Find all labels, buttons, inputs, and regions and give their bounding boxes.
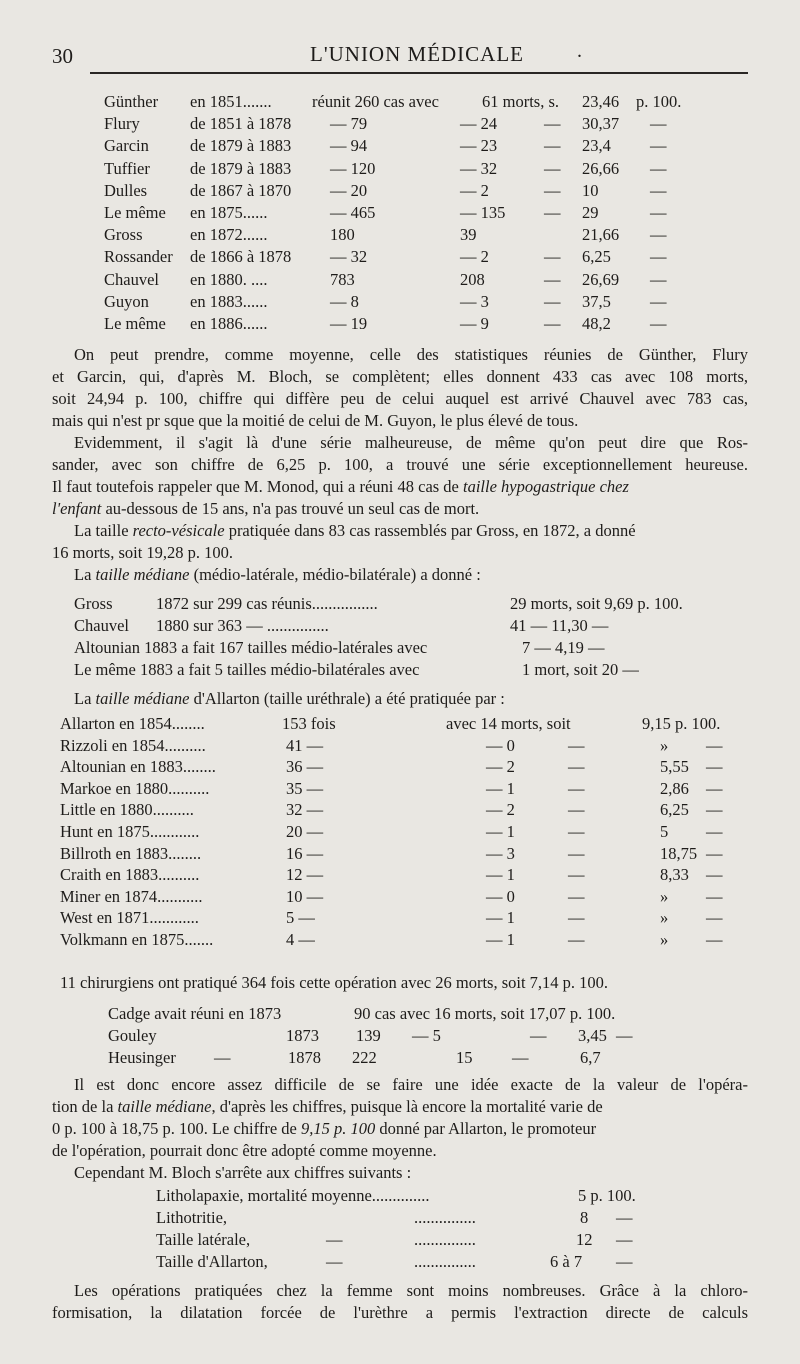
stat-dash: — <box>544 158 561 178</box>
stat-percent: 37,5 <box>582 291 611 311</box>
paragraph-line: 11 chirurgiens ont pratiqué 364 fois cette opération avec 26 morts, soit 7,14 p. 100. <box>60 973 609 992</box>
stat-deaths: — 1 <box>486 930 515 949</box>
table-row: Litholapaxie, mortalité moyenne.............. <box>156 1186 430 1205</box>
stat-cases: 783 <box>330 269 355 289</box>
stat-author: Guyon <box>104 291 149 311</box>
table-cell: 6 à 7 <box>550 1252 583 1271</box>
paragraph-line <box>52 476 629 497</box>
stat-author: West en 1871............ <box>60 908 199 928</box>
stat-cases: — 465 <box>330 203 376 222</box>
stat-period: en 1880. .... <box>190 269 268 289</box>
table-cell: ............... <box>414 1208 476 1227</box>
stat-percent: » <box>660 886 669 906</box>
stat-dash: — <box>544 203 561 222</box>
stat-percent: 6,25 <box>660 800 689 820</box>
stat-period: en 1875...... <box>190 203 268 222</box>
stat-dash: — <box>568 822 585 841</box>
stat-author: Billroth en 1883........ <box>60 843 202 863</box>
stat-cases: réunit 260 cas avec <box>312 92 439 111</box>
table-row: Le même 1883 a fait 5 tailles médio-bilatérales avec <box>74 660 420 679</box>
stat-deaths: 39 <box>460 225 477 245</box>
stat-dash: — <box>568 757 585 777</box>
italic-term: 9,15 p. 100 <box>300 1119 376 1138</box>
paragraph-line <box>52 1096 603 1117</box>
table-cell: 41 — 11,30 — <box>510 616 609 635</box>
text-run: 0 p. 100 à 18,75 p. 100. Le chiffre de <box>52 1119 297 1138</box>
table-cell: 1878 <box>288 1048 321 1067</box>
header-mark: . <box>577 40 582 62</box>
table-cell: ............... <box>414 1230 476 1249</box>
stat-deaths: — 3 <box>486 843 515 863</box>
stat-author: Altounian en 1883........ <box>60 757 216 777</box>
table-cell: — <box>616 1230 633 1249</box>
paragraph-line: mais qui n'est pr sque que la moitié de celui de M. Guyon, le plus élevé de tous. <box>52 411 579 430</box>
stat-dash: — <box>568 930 585 949</box>
paragraph-line: 16 morts, soit 19,28 p. 100. <box>52 543 234 562</box>
table-row: Heusinger <box>108 1048 176 1067</box>
stat-percent: 23,4 <box>582 136 611 156</box>
stat-author: Markoe en 1880.......... <box>60 778 210 798</box>
table-row: Cadge avait réuni en 1873 <box>108 1004 282 1023</box>
stat-unit: — <box>650 114 667 134</box>
stat-author: Rossander <box>104 247 173 267</box>
table-cell: — <box>616 1208 633 1227</box>
stat-percent: » <box>660 735 669 755</box>
text-run: pratiquée dans 83 cas rassemblés par Gross, en 1872, a donné <box>228 521 636 540</box>
stat-author: Volkmann en 1875....... <box>60 930 214 949</box>
stat-unit: — <box>706 908 723 928</box>
table-cell: 29 morts, soit 9,69 p. 100. <box>510 594 683 613</box>
header-rule <box>90 72 748 74</box>
stat-percent: 29 <box>582 203 599 222</box>
stat-unit: — <box>650 136 667 156</box>
stat-dash: — <box>544 114 561 134</box>
stat-percent: 48,2 <box>582 314 611 333</box>
page-number: 30 <box>52 44 73 68</box>
stat-author: Günther <box>104 92 159 111</box>
table-cell: 5 p. 100. <box>578 1186 636 1205</box>
stat-percent: 5,55 <box>660 757 689 777</box>
stat-percent: 26,69 <box>582 269 620 289</box>
stat-cases: 36 — <box>286 757 324 777</box>
paragraph-line: formisation, la dilatation forcée de l'urèthre a permis l'extraction directe de calculs <box>52 1303 748 1322</box>
italic-term: l'enfant <box>52 499 102 518</box>
text-run: Il faut toutefois rappeler que M. Monod, qui a réuni 48 cas de <box>52 477 459 496</box>
stat-unit: — <box>706 822 723 841</box>
text-run: , d'après les chiffres, puisque là encore la mortalité varie de <box>211 1097 603 1116</box>
stat-unit: — <box>650 291 667 311</box>
stat-dash: — <box>544 247 561 267</box>
stat-deaths: — 2 <box>486 800 515 820</box>
stat-author: Dulles <box>104 180 148 200</box>
text-run: La <box>74 565 92 584</box>
stat-cases: 10 — <box>286 886 324 906</box>
table-cell: 139 <box>356 1026 381 1045</box>
stat-deaths: — 1 <box>486 822 515 841</box>
stat-deaths: — 0 <box>486 886 515 906</box>
stat-percent: 18,75 <box>660 843 698 863</box>
stat-unit: — <box>706 735 723 755</box>
table-cell: 1873 <box>286 1026 319 1045</box>
stat-unit: — <box>650 247 667 267</box>
stat-cases: 35 — <box>286 778 324 798</box>
stat-percent: 6,25 <box>582 247 611 267</box>
stat-unit: — <box>706 778 723 798</box>
table-cell: — 5 <box>412 1026 441 1045</box>
text-run: La <box>74 689 92 708</box>
italic-term: taille médiane <box>95 689 190 708</box>
stat-cases: 4 — <box>286 930 315 949</box>
table-row: Chauvel <box>74 616 129 635</box>
stat-author: Tuffier <box>104 158 150 178</box>
stat-unit: p. 100. <box>636 92 682 111</box>
stat-percent: 9,15 p. 100. <box>642 714 721 733</box>
stat-unit: — <box>650 225 667 245</box>
italic-term: recto-vésicale <box>132 521 225 540</box>
stat-deaths: — 2 <box>460 247 489 267</box>
stat-cases: 20 — <box>286 822 324 841</box>
table-row: Gouley <box>108 1026 157 1045</box>
stat-cases: — 32 <box>330 247 368 267</box>
stat-percent: 8,33 <box>660 865 689 885</box>
stat-dash: — <box>568 800 585 820</box>
stat-deaths: avec 14 morts, soit <box>446 714 571 733</box>
table-cell: 1872 sur 299 cas réunis................ <box>156 594 378 613</box>
paragraph-line: et Garcin, qui, d'après M. Bloch, se complètent; elles donnent 433 cas avec 108 morts, <box>52 367 748 386</box>
table-cell: 90 cas avec 16 morts, soit 17,07 p. 100. <box>354 1004 616 1023</box>
paragraph-line: On peut prendre, comme moyenne, celle des statistiques réunies de Günther, Flury <box>74 345 748 364</box>
stat-cases: 16 — <box>286 843 324 863</box>
table-cell: 222 <box>352 1048 377 1067</box>
stat-unit: — <box>650 314 667 333</box>
stat-unit: — <box>650 203 667 222</box>
table-cell: 3,45 <box>578 1026 607 1045</box>
stat-author: Le même <box>104 203 166 222</box>
stat-deaths: — 32 <box>460 158 498 178</box>
stat-unit: — <box>706 930 723 949</box>
stat-cases: 41 — <box>286 735 324 755</box>
paragraph-line: soit 24,94 p. 100, chiffre qui diffère peu de celui auquel est arrivé Chauvel avec 783 cas, <box>52 389 748 408</box>
stat-cases: 5 — <box>286 908 315 928</box>
stat-deaths: — 1 <box>486 778 515 798</box>
stat-percent: 10 <box>582 180 599 200</box>
stat-author: Hunt en 1875............ <box>60 822 200 841</box>
italic-term: taille médiane <box>95 565 190 584</box>
text-run: d'Allarton (taille uréthrale) a été pratiquée par : <box>193 689 505 708</box>
paragraph-line <box>52 1118 596 1139</box>
stat-unit: — <box>650 180 667 200</box>
table-row: Taille latérale, <box>156 1230 251 1249</box>
stat-cases: — 94 <box>330 136 368 156</box>
table-cell: — <box>326 1252 343 1271</box>
table-row: Lithotritie, <box>156 1208 228 1227</box>
stat-author: Garcin <box>104 136 149 156</box>
stat-deaths: — 1 <box>486 908 515 928</box>
stat-percent: 30,37 <box>582 114 620 134</box>
stat-dash: — <box>544 314 561 333</box>
text-run: tion de la <box>52 1097 114 1116</box>
paragraph-line <box>52 498 479 519</box>
stat-period: de 1867 à 1870 <box>190 180 292 200</box>
paragraph-line <box>74 688 505 709</box>
paragraph-line: de l'opération, pourrait donc être adopté comme moyenne. <box>52 1141 437 1160</box>
stat-dash: — <box>544 291 561 311</box>
stat-percent: » <box>660 908 669 928</box>
stat-percent: » <box>660 930 669 949</box>
stat-cases: — 8 <box>330 291 359 311</box>
stat-deaths: — 2 <box>460 180 489 200</box>
stat-cases: 180 <box>330 225 355 245</box>
table-cell: 15 <box>456 1048 473 1067</box>
table-cell: — <box>616 1252 633 1271</box>
paragraph-line <box>74 520 636 541</box>
stat-cases: — 19 <box>330 314 368 333</box>
table-cell: 6,7 <box>580 1048 601 1067</box>
table-cell: — <box>616 1026 633 1045</box>
stat-unit: — <box>706 800 723 820</box>
stat-deaths: — 3 <box>460 291 489 311</box>
stat-unit: — <box>650 269 667 289</box>
table-cell: ............... <box>414 1252 476 1271</box>
stat-cases: 12 — <box>286 865 324 885</box>
table-row: Taille d'Allarton, <box>156 1252 268 1271</box>
running-title: L'UNION MÉDICALE <box>310 42 525 66</box>
stat-author: Miner en 1874........... <box>60 886 203 906</box>
stat-period: en 1886...... <box>190 314 268 333</box>
stat-author: Rizzoli en 1854.......... <box>60 735 206 755</box>
paragraph-line: Evidemment, il s'agit là d'une série malheureuse, de même qu'on peut dire que Ros- <box>74 433 748 452</box>
stat-deaths: — 0 <box>486 735 515 755</box>
stat-author: Gross <box>104 225 143 245</box>
stat-author: Chauvel <box>104 269 159 289</box>
stat-deaths: — 135 <box>460 203 506 222</box>
stat-period: de 1866 à 1878 <box>190 247 292 267</box>
stat-deaths: 208 <box>460 269 485 289</box>
stat-dash: — <box>568 886 585 906</box>
table-cell: 1 mort, soit 20 — <box>522 660 639 679</box>
stat-dash: — <box>544 180 561 200</box>
table-cell: 7 — 4,19 — <box>522 638 605 657</box>
stat-unit: — <box>706 865 723 885</box>
text-run: au-dessous de 15 ans, n'a pas trouvé un seul cas de mort. <box>105 499 480 518</box>
stat-dash: — <box>568 735 585 755</box>
stat-period: de 1879 à 1883 <box>190 136 292 156</box>
stat-cases: 32 — <box>286 800 324 820</box>
stat-author: Allarton en 1854........ <box>60 714 205 733</box>
italic-term: taille hypogastrique chez <box>463 477 629 496</box>
stat-unit: — <box>706 886 723 906</box>
stat-dash: — <box>568 908 585 928</box>
table-row <box>104 92 158 112</box>
stat-cases: 153 fois <box>282 714 336 733</box>
stat-period: en 1872...... <box>190 225 268 245</box>
paragraph-line: Il est donc encore assez difficile de se faire une idée exacte de la valeur de l'opéra- <box>74 1075 748 1094</box>
stat-percent: 21,66 <box>582 225 620 245</box>
table-cell: 12 <box>576 1230 593 1249</box>
stat-unit: — <box>706 843 723 863</box>
stat-deaths: — 2 <box>486 757 515 777</box>
table-cell: — <box>326 1230 343 1249</box>
paragraph-line <box>74 564 481 585</box>
stat-dash: — <box>544 269 561 289</box>
stat-unit: — <box>650 158 667 178</box>
text-run: (médio-latérale, médio-bilatérale) a donné : <box>193 565 481 584</box>
stat-deaths: — 23 <box>460 136 498 156</box>
stat-unit: — <box>706 757 723 777</box>
stat-percent: 26,66 <box>582 158 620 178</box>
stat-period: en 1883...... <box>190 291 268 311</box>
stat-deaths: — 9 <box>460 314 489 333</box>
stat-author: Little en 1880.......... <box>60 800 194 820</box>
table-row: Gross <box>74 594 113 613</box>
table-cell: — <box>512 1048 529 1067</box>
stat-percent: 23,46 <box>582 92 620 111</box>
stat-dash: — <box>568 865 585 885</box>
stat-deaths: — 24 <box>460 114 498 134</box>
text-run: donné par Allarton, le promoteur <box>379 1119 597 1138</box>
stat-percent: 5 <box>660 822 669 841</box>
table-cell: — <box>214 1048 231 1067</box>
table-row: Altounian 1883 a fait 167 tailles médio-latérales avec <box>74 638 428 657</box>
table-cell: — <box>530 1026 547 1045</box>
stat-period: de 1851 à 1878 <box>190 114 292 134</box>
paragraph-line: Les opérations pratiquées chez la femme sont moins nombreuses. Grâce à la chloro- <box>74 1281 748 1300</box>
stat-cases: — 20 <box>330 180 368 200</box>
stat-deaths: — 1 <box>486 865 515 885</box>
stat-cases: — 120 <box>330 158 376 178</box>
paragraph-line: sander, avec son chiffre de 6,25 p. 100, a trouvé une série exceptionnellement heureuse. <box>52 455 748 474</box>
stat-author: Flury <box>104 114 140 134</box>
italic-term: taille médiane <box>117 1097 212 1116</box>
stat-dash: — <box>544 136 561 156</box>
table-cell: 1880 sur 363 — ............... <box>156 616 329 635</box>
stat-deaths: 61 morts, s. <box>482 92 560 111</box>
stat-author: Craith en 1883.......... <box>60 865 200 885</box>
stat-cases: — 79 <box>330 114 368 134</box>
stat-author: Le même <box>104 314 166 333</box>
text-run: La taille <box>74 521 129 540</box>
stat-dash: — <box>568 843 585 863</box>
table-cell: 8 <box>580 1208 589 1227</box>
stat-dash: — <box>568 778 585 798</box>
stat-period: en 1851....... <box>190 92 272 111</box>
stat-period: de 1879 à 1883 <box>190 158 292 178</box>
stat-percent: 2,86 <box>660 778 689 798</box>
paragraph-line: Cependant M. Bloch s'arrête aux chiffres suivants : <box>74 1163 412 1182</box>
